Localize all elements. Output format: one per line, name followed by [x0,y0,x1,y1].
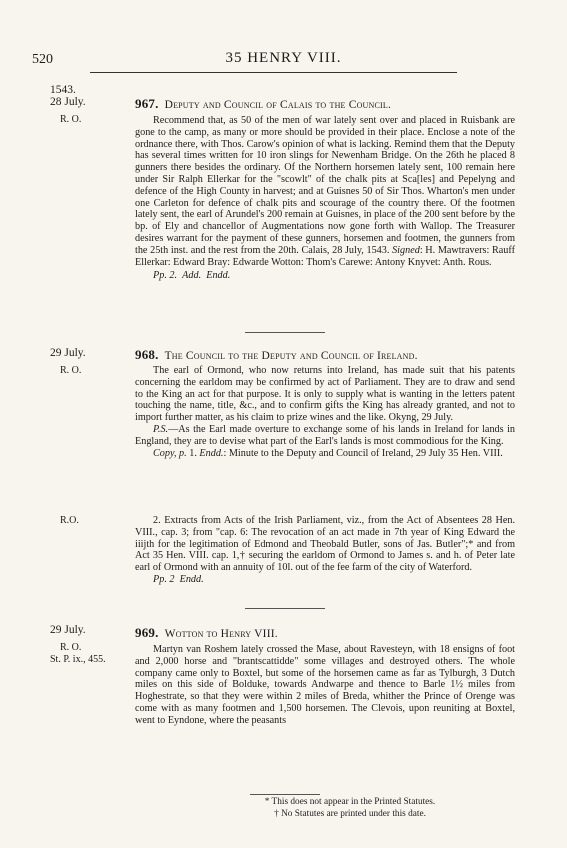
entry-divider [245,608,325,609]
entry-967-number: 967. [135,96,159,111]
entry-967-margin [50,84,128,126]
entry-969-date: 29 July. [50,624,86,636]
entry-968-heading [135,347,418,363]
header-rule [90,72,457,73]
page-number: 520 [32,52,53,67]
entry-968-date: 29 July. [50,347,86,359]
entry-967-body [135,115,515,282]
entry-969-text: Martyn van Roshem lately crossed the Mase, about Ravesteyn, with 18 ensigns of foot and 2,000 horse and "brantscattidde" some villages and destroyed others. The whole company came only to Boxtel, but some of the horsemen came as far as Tylburgh, 3 Dutch miles on this side of Bolduke, towards Andwarpe and thence to Barle 1½ miles from Hoghestrate, so that they were within 2 miles of Breda, whither the Prince of Orenge was come with as many footmen and 1,500 horsemen. The Clevois, upon reuniting at Boxtel, went to Eyndone, where the peasants [135,644,515,726]
running-title: 35 HENRY VIII. [225,50,342,66]
entry-968-2-pagination: Pp. 2 Endd. [153,573,204,585]
entry-969-reference: St. P. ix., 455. [50,654,106,665]
page-header [0,40,567,67]
entry-967-source: R. O. [60,114,82,125]
entry-968-2-body [135,515,515,586]
entry-968-number: 968. [135,347,159,362]
entry-divider [245,332,325,333]
entry-967-title: Deputy and Council of Calais to the Council. [164,99,392,111]
entry-968-postscript: P.S.—As the Earl made overture to exchange some of his lands in Ireland for lands in England, they are to devise what part of the Earl's lands is most commodious for the King. [135,423,515,447]
entry-969-body [135,644,515,727]
entry-968-copy: Copy, p. 1. Endd.: Minute to the Deputy and Council of Ireland, 29 July 35 Hen. VIII. [153,447,503,459]
entry-969-heading [135,625,278,641]
entry-967-year: 1543. [50,84,76,96]
entry-967-text: Recommend that, as 50 of the men of war lately sent over and placed in Ruisbank are gone to the camp, as many or more should be provided in their place. Enclose a note of the ordnance there, with Thos. Carow's opinion of what is lacking. Remind them that the Deputy has several times written for 10 iron slings for Newenham Bridge. On the 26th he placed 8 gunners there besides the ordinary. Of the Northern horsemen lately sent, 100 remain here under Sir Ralph Ellerkar for the "scowlt" of the chalk pits at Sca[les] and Pepelyng and defence of the High County in harvest; and at Guisnes 50 of Sir Thos. Wharton's men under one Carleton for defence of chalk pits and scourage of the country there. Of the footmen lately sent, the earl of Arundel's 200 remain at Guisnes, in place of the 200 sent before by the bp. of Ely and chancellor of Augmentations now gone forth with Wallop. The Treasurer desires warrant for the payment of these gunners, horsemen and footmen, the gunners from the 25th inst. and the rest from the 20th. Calais, 28 July, 1543. Signed: H. Mawtravers: Rauff Ellerkar: Edward Bray: Edwarde Wotton: Thom's Carewe: Antony Knyvet: Anth. Rous. [135,115,515,268]
entry-967-pagination: Pp. 2. Add. Endd. [153,270,231,282]
entry-969-source: R. O. [60,642,82,653]
entry-968-margin [50,347,128,377]
entry-967-date: 28 July. [50,96,86,108]
footnote-rule [250,794,320,795]
entry-968-body [135,365,515,459]
entry-968-2-source: R.O. [60,515,79,526]
entry-969-number: 969. [135,625,159,640]
entry-968-2-margin [50,515,128,527]
entry-968-source: R. O. [60,365,82,376]
entry-968-title: The Council to the Deputy and Council of Ireland. [164,350,418,362]
entry-969-title: Wotton to Henry VIII. [164,628,278,640]
entry-968-text: The earl of Ormond, who now returns into Ireland, has made suit that his patents concerning the earldom may be confirmed by act of Parliament. They are to draw and send to the King an act for that purpose. It is only to supply what is wanting in the letters patent touching the name, title, &c., and to confirm gifts the King has already granted, and not to import further matter, as his claim to prize wines and the like. Okyng, 29 July. [135,365,515,424]
footnote-2: † No Statutes are printed under this date. [274,809,426,819]
entry-969-margin [50,624,128,666]
footnote-1: * This does not appear in the Printed Statutes. [264,797,436,807]
entry-968-2-text: 2. Extracts from Acts of the Irish Parliament, viz., from the Act of Absentees 28 Hen. VIII., cap. 3; from "cap. 6: The revocation of an act made in 7th year of King Edward the iiijth for the legitimation of Edmond and Theobald Butler, sons of Jas. Butler";* and from Act 35 Hen. VIII. cap. 1,† securing the earldom of Ormond to James s. and h. of Peter late earl of Ormond with an annuity of 10l. out of the fee farm of the city of Waterford. [135,515,515,574]
entry-967-heading [135,96,391,112]
